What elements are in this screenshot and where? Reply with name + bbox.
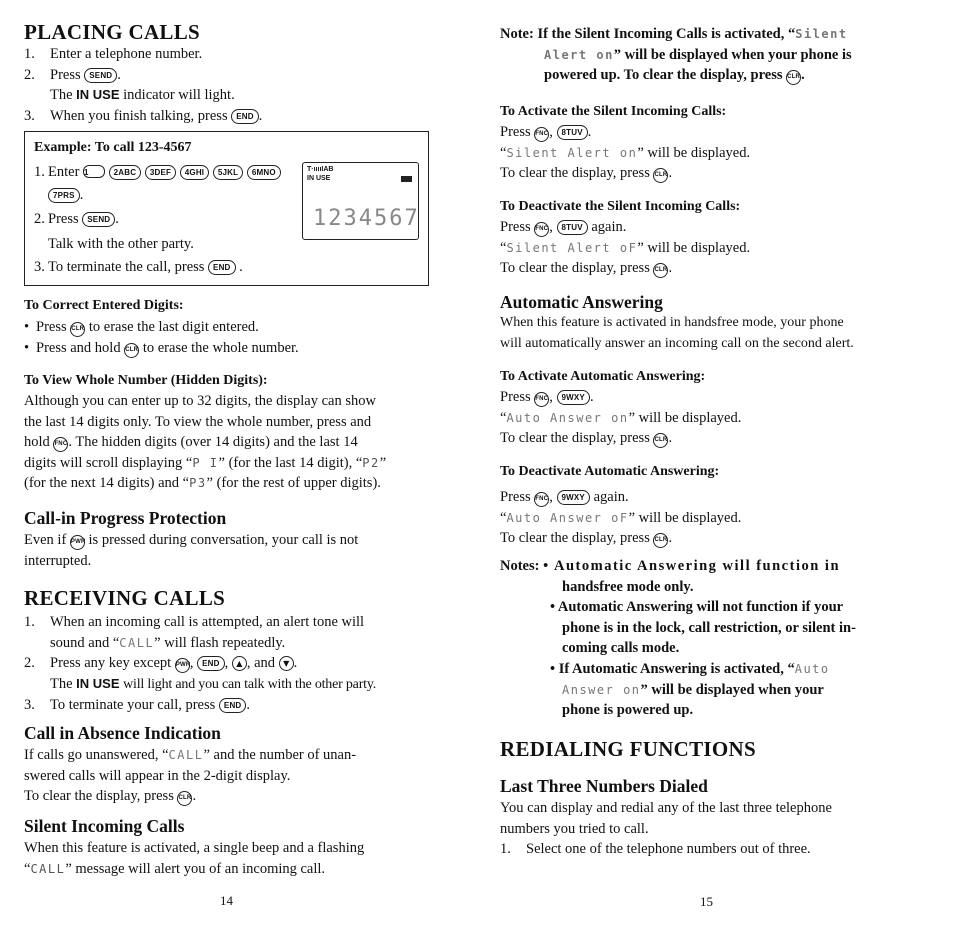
lcd-p2-text: P2 — [362, 455, 380, 470]
fnc-key-icon: FNC — [53, 437, 68, 452]
clr-key-icon: CLR — [177, 791, 192, 806]
key-5-icon: 5JKL — [213, 165, 243, 180]
activate-auto-text: Press FNC, 9WXY . “Auto Answer on” will be displayed. To clear the display, press CLR. — [500, 389, 742, 447]
key-8-icon: 8TUV — [557, 220, 588, 235]
placing-step-1: 1. Enter a telephone number. — [24, 46, 203, 62]
redial-step-1: 1. Select one of the telephone numbers out of three. — [500, 841, 811, 858]
down-arrow-key-icon: ▼ — [279, 656, 294, 671]
receiving-steps: 1. When an incoming call is attempted, an alert tone will sound and “CALL” will flash repeatedly. 2. Press any key except PWR, END , ▲ , and ▼ . The IN USE will light and you can talk with the other party. 3. To terminate your call, press END . — [24, 612, 434, 716]
silent-calls-heading: Silent Incoming Calls — [24, 816, 185, 836]
lcd-display-illustration — [302, 162, 419, 240]
lcd-call-text: CALL — [119, 635, 155, 650]
receiving-calls-heading: RECEIVING CALLS — [24, 586, 226, 610]
fnc-key-icon: FNC — [534, 392, 549, 407]
lcd-digits: 1234567 — [313, 206, 420, 231]
key-7-icon: 7PRS — [48, 188, 80, 203]
example-step-1: 1. Enter 1 2ABC 3DEF 4GHI 5JKL 6MNO 7PRS . — [34, 162, 304, 205]
pwr-key-icon: PWR — [175, 658, 190, 673]
deactivate-silent-text: Press FNC, 8TUV again. “Silent Alert oF” will be displayed. To clear the display, press CLR. — [500, 219, 751, 277]
lcd-call-text: CALL — [168, 748, 204, 762]
fnc-key-icon: FNC — [534, 222, 549, 237]
clr-key-icon: CLR — [124, 343, 139, 358]
placing-steps — [24, 44, 434, 126]
clr-key-icon: CLR — [653, 168, 668, 183]
receiving-step-2: 2. Press any key except PWR, END , ▲ , and ▼ . — [24, 655, 298, 672]
correct-digits-list — [24, 317, 434, 358]
in-use-indicator-label: IN USE — [76, 87, 120, 103]
deactivate-auto-text: Press FNC, 9WXY again. “Auto Answer oF” will be displayed. To clear the display, press CLR. — [500, 489, 742, 547]
receiving-step-3: 3. To terminate your call, press END . — [24, 697, 251, 714]
page-number-15: 15 — [700, 894, 713, 909]
placing-step-2-note: The IN USE indicator will light. — [50, 87, 235, 104]
activate-auto-heading: To Activate Automatic Answering: — [500, 369, 706, 384]
last-three-heading: Last Three Numbers Dialed — [500, 776, 708, 796]
example-title: Example: To call 123-4567 — [34, 140, 192, 155]
placing-calls-heading: PLACING CALLS — [24, 20, 201, 44]
end-key-icon: END — [197, 656, 225, 671]
activate-silent-heading: To Activate the Silent Incoming Calls: — [500, 104, 727, 119]
progress-protection-text: Even if PWR is pressed during conversation, your call is not interrupted. — [24, 532, 359, 569]
redialing-text: You can display and redial any of the last three telephone numbers you tried to call. 1. Select one of the telephone numbers out of three. — [500, 798, 912, 860]
end-key-icon: END — [219, 698, 247, 713]
key-8-icon: 8TUV — [557, 125, 588, 140]
call-absence-text: If calls go unanswered, “CALL” and the number of unan- swered calls will appear in the 2-digit display. To clear the display, press CLR. — [24, 747, 357, 805]
fnc-key-icon: FNC — [534, 127, 549, 142]
clr-key-icon: CLR — [786, 70, 801, 85]
in-use-indicator-label: IN USE — [76, 675, 120, 691]
receiving-step-1: 1. When an incoming call is attempted, an alert tone will — [24, 614, 365, 630]
activate-silent-text: Press FNC, 8TUV . “Silent Alert on” will be displayed. To clear the display, press CLR. — [500, 124, 751, 182]
lcd-call-text: CALL — [30, 861, 66, 876]
placing-step-3: 3. When you finish talking, press END . — [24, 107, 263, 124]
silent-note: Note: If the Silent Incoming Calls is activated, “Silent Alert on” will be displayed when your phone is powered up. To clear the display, press CLR. — [500, 26, 852, 84]
redialing-heading: REDIALING FUNCTIONS — [500, 737, 756, 761]
auto-notes: Notes: • Automatic Answering will function in handsfree mode only. • Automatic Answering will not function if your phone is in the lock, call restriction, or silent in- coming calls mode. • If Automatic Answering is activated, “Auto Answer on” will be displayed when your phone is powered up. — [500, 558, 856, 719]
correct-bullet-2: • Press and hold CLR to erase the whole number. — [24, 339, 299, 356]
progress-protection-heading: Call-in Progress Protection — [24, 508, 227, 528]
clr-key-icon: CLR — [653, 263, 668, 278]
key-9-icon: 9WXY — [557, 390, 590, 405]
receiving-step-2-note: The IN USE will light and you can talk with the other party. — [50, 675, 377, 692]
key-9-icon: 9WXY — [557, 490, 590, 505]
view-number-heading: To View Whole Number (Hidden Digits): — [24, 373, 268, 388]
send-key-icon: SEND — [84, 68, 117, 83]
clr-key-icon: CLR — [70, 322, 85, 337]
up-arrow-key-icon: ▲ — [232, 656, 247, 671]
lcd-p1-text: P I — [192, 455, 219, 470]
example-step-3: 3. To terminate the call, press END . — [34, 259, 243, 275]
key-1-icon: 1 — [83, 165, 105, 178]
lcd-p3-text: P3 — [189, 476, 207, 491]
pwr-key-icon: PWR — [70, 535, 85, 550]
automatic-answering-heading: Automatic Answering — [500, 292, 663, 312]
key-3-icon: 3DEF — [145, 165, 176, 180]
automatic-answering-text: When this feature is activated in handsfree mode, your phone will automatically answer an incoming call on the second alert. — [500, 315, 854, 351]
example-box — [24, 131, 429, 286]
end-key-icon: END — [208, 260, 236, 275]
clr-key-icon: CLR — [653, 433, 668, 448]
silent-calls-text: When this feature is activated, a single beep and a flashing “CALL” message will alert you of an incoming call. — [24, 840, 365, 877]
deactivate-silent-heading: To Deactivate the Silent Incoming Calls: — [500, 199, 741, 214]
send-key-icon: SEND — [82, 212, 115, 227]
fnc-key-icon: FNC — [534, 492, 549, 507]
key-2-icon: 2ABC — [109, 165, 142, 180]
correct-digits-heading: To Correct Entered Digits: — [24, 298, 184, 313]
end-key-icon: END — [231, 109, 259, 124]
key-4-icon: 4GHI — [180, 165, 209, 180]
lcd-signal-text: T·ııııIAB — [307, 166, 334, 173]
page-number-14: 14 — [220, 893, 233, 908]
deactivate-auto-heading: To Deactivate Automatic Answering: — [500, 464, 720, 479]
key-6-icon: 6MNO — [247, 165, 281, 180]
lcd-in-use-text: IN USE — [307, 175, 331, 182]
clr-key-icon: CLR — [653, 533, 668, 548]
correct-bullet-1: • Press CLR to erase the last digit entered. — [24, 319, 259, 335]
example-step-2: 2. Press SEND . Talk with the other party. — [34, 211, 194, 252]
placing-step-2: 2. Press SEND . — [24, 66, 121, 83]
view-number-text: Although you can enter up to 32 digits, the display can show the last 14 digits only. To view the whole number, press and hold FNC. The hidden digits (over 14 digits) and the last 14 digits will scroll displaying “P I” (for the last 14 digit), “P2” (for the next 14 digits) and “P3” (for the rest of upper digits). — [24, 393, 387, 492]
call-absence-heading: Call in Absence Indication — [24, 723, 221, 743]
battery-icon — [401, 176, 412, 182]
